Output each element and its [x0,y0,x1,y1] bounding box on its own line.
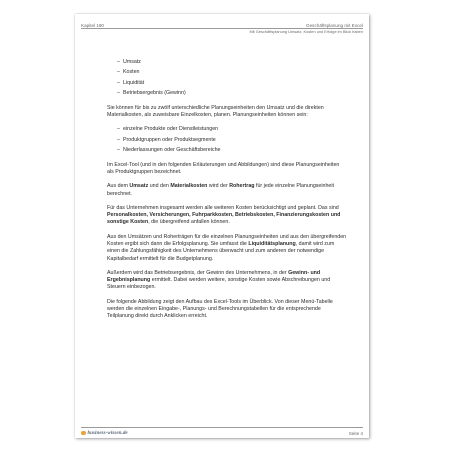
brand-logo [81,430,128,436]
paragraph: Im Excel-Tool (und in den folgenden Erläuterungen und Abbildungen) sind diese Planungseinheiten als Produktgruppen bezeichnet. [107,161,340,175]
list-item: – einzelne Produkte oder Dienstleistungen [117,126,347,133]
paragraph [107,205,347,227]
planning-areas-list [107,59,347,98]
text-run: , damit wird zum einen die Zahlungsfähigkeit des Unternehmens überwacht und zum anderen der notwendige Kapitalbedarf ermittelt für die Budgetplanung. [107,240,335,262]
page-footer [81,427,363,437]
document-subtitle: Mit Geschäftsplanung Umsatz, Kosten und Erfolge im Blick haben [249,29,363,34]
bold-term: Materialkosten [170,183,208,190]
paragraph [107,270,347,292]
paragraph [107,183,347,198]
footer-divider [81,427,363,428]
list-item: – Liquidität [117,80,347,87]
text-run: Aus den Umsätzen und Roherträgen für die einzelnen Planungseinheiten und aus den übergreifenden Kosten ergibt sich dann die Erfolgsplanung. Sie umfasst die [107,233,347,247]
text-run: , die übergreifend anfallen können. [148,219,230,226]
planning-units-list [107,126,347,154]
text-run: Außerdem wird das Betriebsergebnis, der Gewinn des Unternehmens, in der [107,269,289,276]
list-item: – Kosten [117,69,347,76]
list-item: – Umsatz [117,59,347,66]
document-title: Geschäftsplanung mit Excel [306,23,363,28]
list-item: – Produktgruppen oder Produktsegmente [117,137,347,144]
list-item: – Niederlassungen oder Geschäftsbereiche [117,147,347,154]
text-run: für jede einzelne Planungseinheit berechnet. [107,183,335,197]
page-header [81,23,363,43]
bold-term: Personalkosten, Versicherungen, Fuhrparkkosten, Betriebskosten, Finanzierungskosten und sonstige Kosten [107,212,341,226]
paragraph: Die folgende Abbildung zeigt den Aufbau des Excel-Tools im Überblick. Von dieser Menü-Tabelle werden die einzelnen Eingabe-, Planungs- und Berechnungstabellen für die entsprechende Teilplanung direkt durch Anklicken erreicht. [107,298,333,320]
page-number: Seite 4 [348,430,363,436]
text-run: ermittelt. Dabei werden weitere, sonstige Kosten sowie Abschreibungen und Steuern einbezogen. [107,277,331,291]
logo-text: business-wissen.de [87,430,128,436]
logo-dot-icon [81,431,86,436]
text-run: Aus dem [107,183,130,190]
chapter-label: Kapitel 190 [81,23,104,28]
bold-term: Gewinn- und Ergebnisplanung [107,269,321,284]
page-body [107,59,347,328]
paragraph: Sie können für bis zu zwölf unterschiedliche Planungseinheiten den Umsatz und die direkten Materialkosten, als zuweisbare Einzelkosten, planen. Planungseinheiten können sein: [107,104,324,119]
paragraph [107,234,347,263]
bold-term: Umsatz [129,183,149,190]
text-run: Für das Unternehmen insgesamt werden alle weiteren Kosten berücksichtigt und geplant. Das sind [107,204,339,211]
bold-term: Rohertrag [229,183,255,190]
bold-term: Liquiditätsplanung [248,240,296,247]
document-page [75,14,369,438]
text-run: wird der [207,183,230,190]
list-item: – Betriebsergebnis (Gewinn) [117,90,347,97]
text-run: und den [148,183,171,190]
